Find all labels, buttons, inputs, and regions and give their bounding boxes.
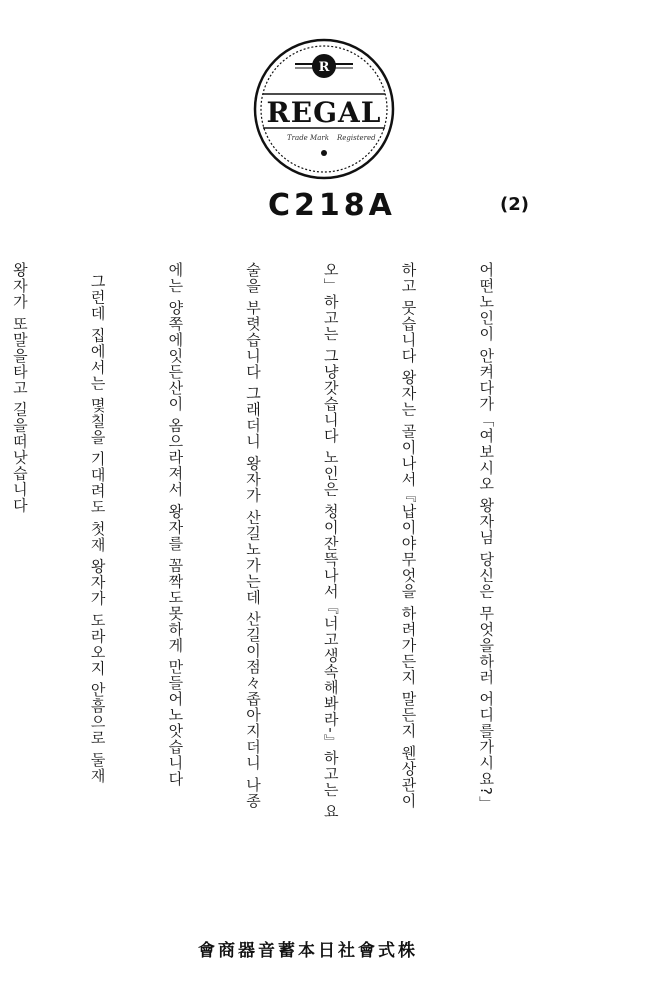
lyrics-body [10,262,550,822]
text-line: 왕자가 또말을타고 길을떠낫습니다 [10,262,29,514]
svg-text:Trade Mark: Trade Mark [287,134,329,142]
text-line: 어떤노인이 안켜다가「여보시오 왕자님 당신은 무엇을하러 어디를가시요?」 [477,262,496,812]
text-line: 오」하고는 그냥갓습니다 노인은 청이잔뜩나서『너고생속해봐라-』하고는 요 [321,262,340,820]
text-line: 술을 부렷습니다 그래더니 왕자가 산길노가는데 산길이점々좁아지더니 나종 [244,262,263,809]
text-line: 하고 뭇습니다 왕자는 골이나서『납이야무엇을 하려가든지 말든지 웬상관이 [399,262,418,809]
text-line: 에는 양쪽에잇든산이 옴으라져서 왕자를 꼼짝도못하게 만들어노앗습니다 [166,262,185,787]
regal-logo [253,38,395,180]
svg-text:REGAL: REGAL [266,96,382,129]
text-line: 그런데 집에서는 몇칠을 기대려도 첫재 왕자가 도라오지 안흠으로 둘재 [88,262,107,784]
svg-text:R: R [318,60,330,75]
side-number: (2) [500,194,529,215]
svg-text:Registered: Registered [337,134,376,142]
record-number: C218A [268,188,396,223]
publisher-footer: 會商器音蓄本日社會式株 [198,941,418,961]
